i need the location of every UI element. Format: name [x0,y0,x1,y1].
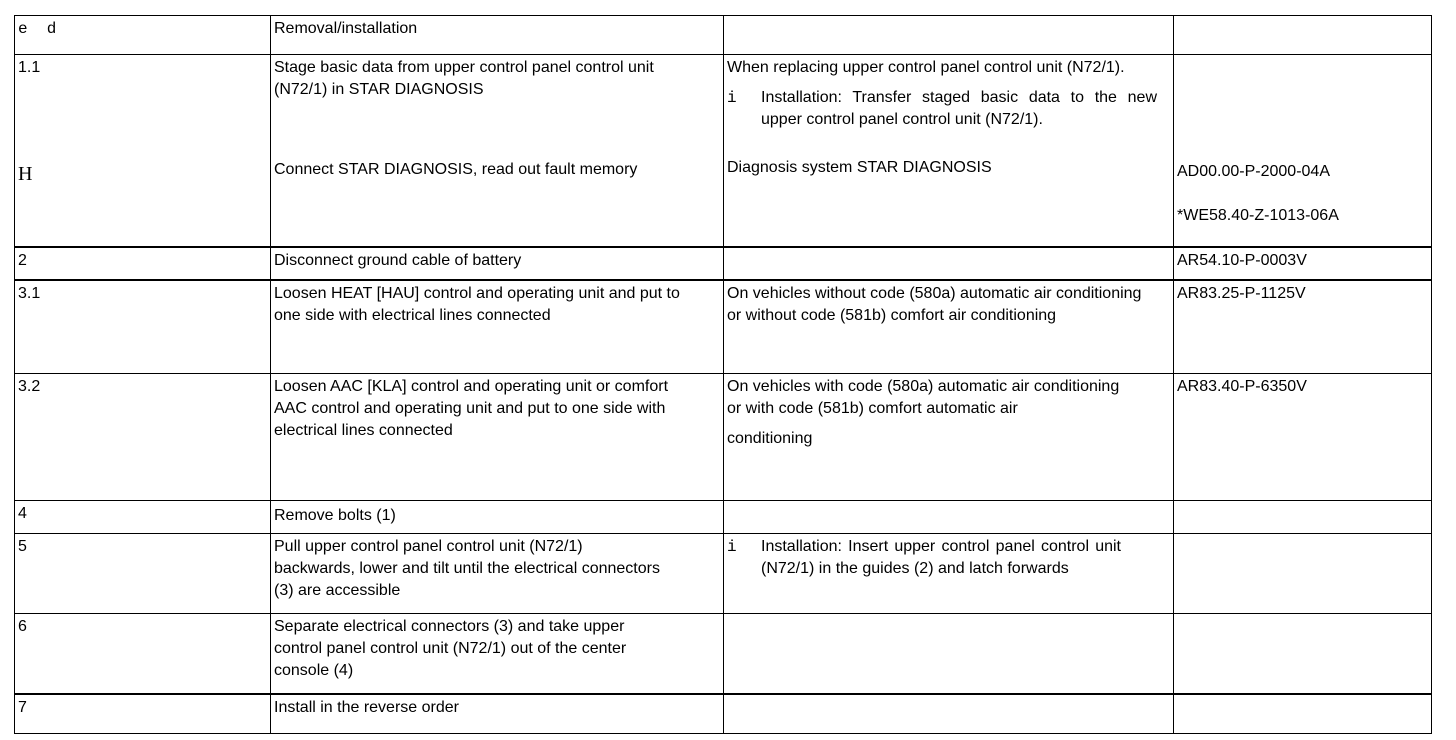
note-2 [724,247,1174,280]
header-col2: Removal/installation [271,16,724,55]
table-row-1-1 [15,55,1432,247]
note-6 [724,614,1174,694]
action-cell-3-1 [271,280,724,374]
action-3-2: Loosen AAC [KLA] control and operating unit or comfort AAC control and operating unit and put to one side with electrical lines connected [274,378,669,439]
ref-cell-1-1 [1174,55,1432,247]
ref-4 [1174,501,1432,534]
note-3-2-a: On vehicles with code (580a) automatic air conditioning [727,378,1120,395]
note-1-1-installation [727,87,1170,131]
note-5-installation [727,536,1170,580]
table-row-3-1 [15,280,1432,374]
header-code-text: e d [18,20,57,38]
note-h-diagnosis: Diagnosis system STAR DIAGNOSIS [727,159,992,176]
action-cell-5 [271,534,724,614]
ref-3-1[interactable]: AR83.25-P-1125V [1174,280,1432,374]
action-4: Remove bolts (1) [271,501,724,534]
header-row [15,16,1432,55]
note-5-text: Installation: Insert upper control panel control unit (N72/1) in the guides (2) and latch forwards [761,538,1121,577]
header-col4 [1174,16,1432,55]
header-col1 [15,16,271,55]
step-h: H [18,163,33,185]
table-row-4 [15,501,1432,534]
ref-7 [1174,694,1432,734]
ref-h-2[interactable]: *WE58.40-Z-1013-06A [1177,207,1339,224]
action-1-1: Stage basic data from upper control panel control unit (N72/1) in STAR DIAGNOSIS [274,59,654,98]
action-3-1: Loosen HEAT [HAU] control and operating unit and put to one side with electrical lines connected [274,284,680,324]
step-cell-1-1 [15,55,271,247]
table-row-7 [15,694,1432,734]
step-1-1: 1.1 [18,59,41,76]
action-cell-3-2 [271,374,724,501]
note-4 [724,501,1174,534]
ref-2[interactable]: AR54.10-P-0003V [1174,247,1432,280]
table-row-2 [15,247,1432,280]
header-col3 [724,16,1174,55]
ref-5 [1174,534,1432,614]
ref-6 [1174,614,1432,694]
action-h: Connect STAR DIAGNOSIS, read out fault memory [274,161,638,178]
note-3-1-a: On vehicles without code (580a) automatic air conditioning [727,284,1142,302]
ref-3-2[interactable]: AR83.40-P-6350V [1174,374,1432,501]
procedure-table [14,15,1432,734]
step-7: 7 [15,694,271,734]
note-3-2-c: conditioning [727,430,813,447]
action-2: Disconnect ground cable of battery [271,247,724,280]
note-cell-5 [724,534,1174,614]
step-3-2: 3.2 [15,374,271,501]
note-3-2-b: or with code (581b) comfort automatic air [727,400,1018,417]
step-2: 2 [15,247,271,280]
ref-h-1[interactable]: AD00.00-P-2000-04A [1177,163,1330,180]
action-6: Separate electrical connectors (3) and take upper control panel control unit (N72/1) out of the center console (4) [274,618,627,679]
step-3-1: 3.1 [15,280,271,374]
info-icon: i [727,89,737,107]
action-5: Pull upper control panel control unit (N72/1) backwards, lower and tilt until the electrical connectors (3) are accessible [274,538,660,599]
note-3-1-b: or without code (581b) comfort air conditioning [727,306,1057,324]
note-1-1-replacing: When replacing upper control panel control unit (N72/1). [727,59,1125,76]
action-cell-6 [271,614,724,694]
info-icon: i [727,538,737,556]
note-cell-1-1 [724,55,1174,247]
step-5: 5 [15,534,271,614]
action-7: Install in the reverse order [271,694,724,734]
action-cell-1-1 [271,55,724,247]
table-row-6 [15,614,1432,694]
note-7 [724,694,1174,734]
note-1-1-installation-text: Installation: Transfer staged basic data to the new upper control panel control unit (N72/1). [761,89,1157,128]
step-6: 6 [15,614,271,694]
step-4: 4 [15,501,271,534]
note-cell-3-1 [724,280,1174,374]
table-row-5 [15,534,1432,614]
note-cell-3-2 [724,374,1174,501]
table-row-3-2 [15,374,1432,501]
